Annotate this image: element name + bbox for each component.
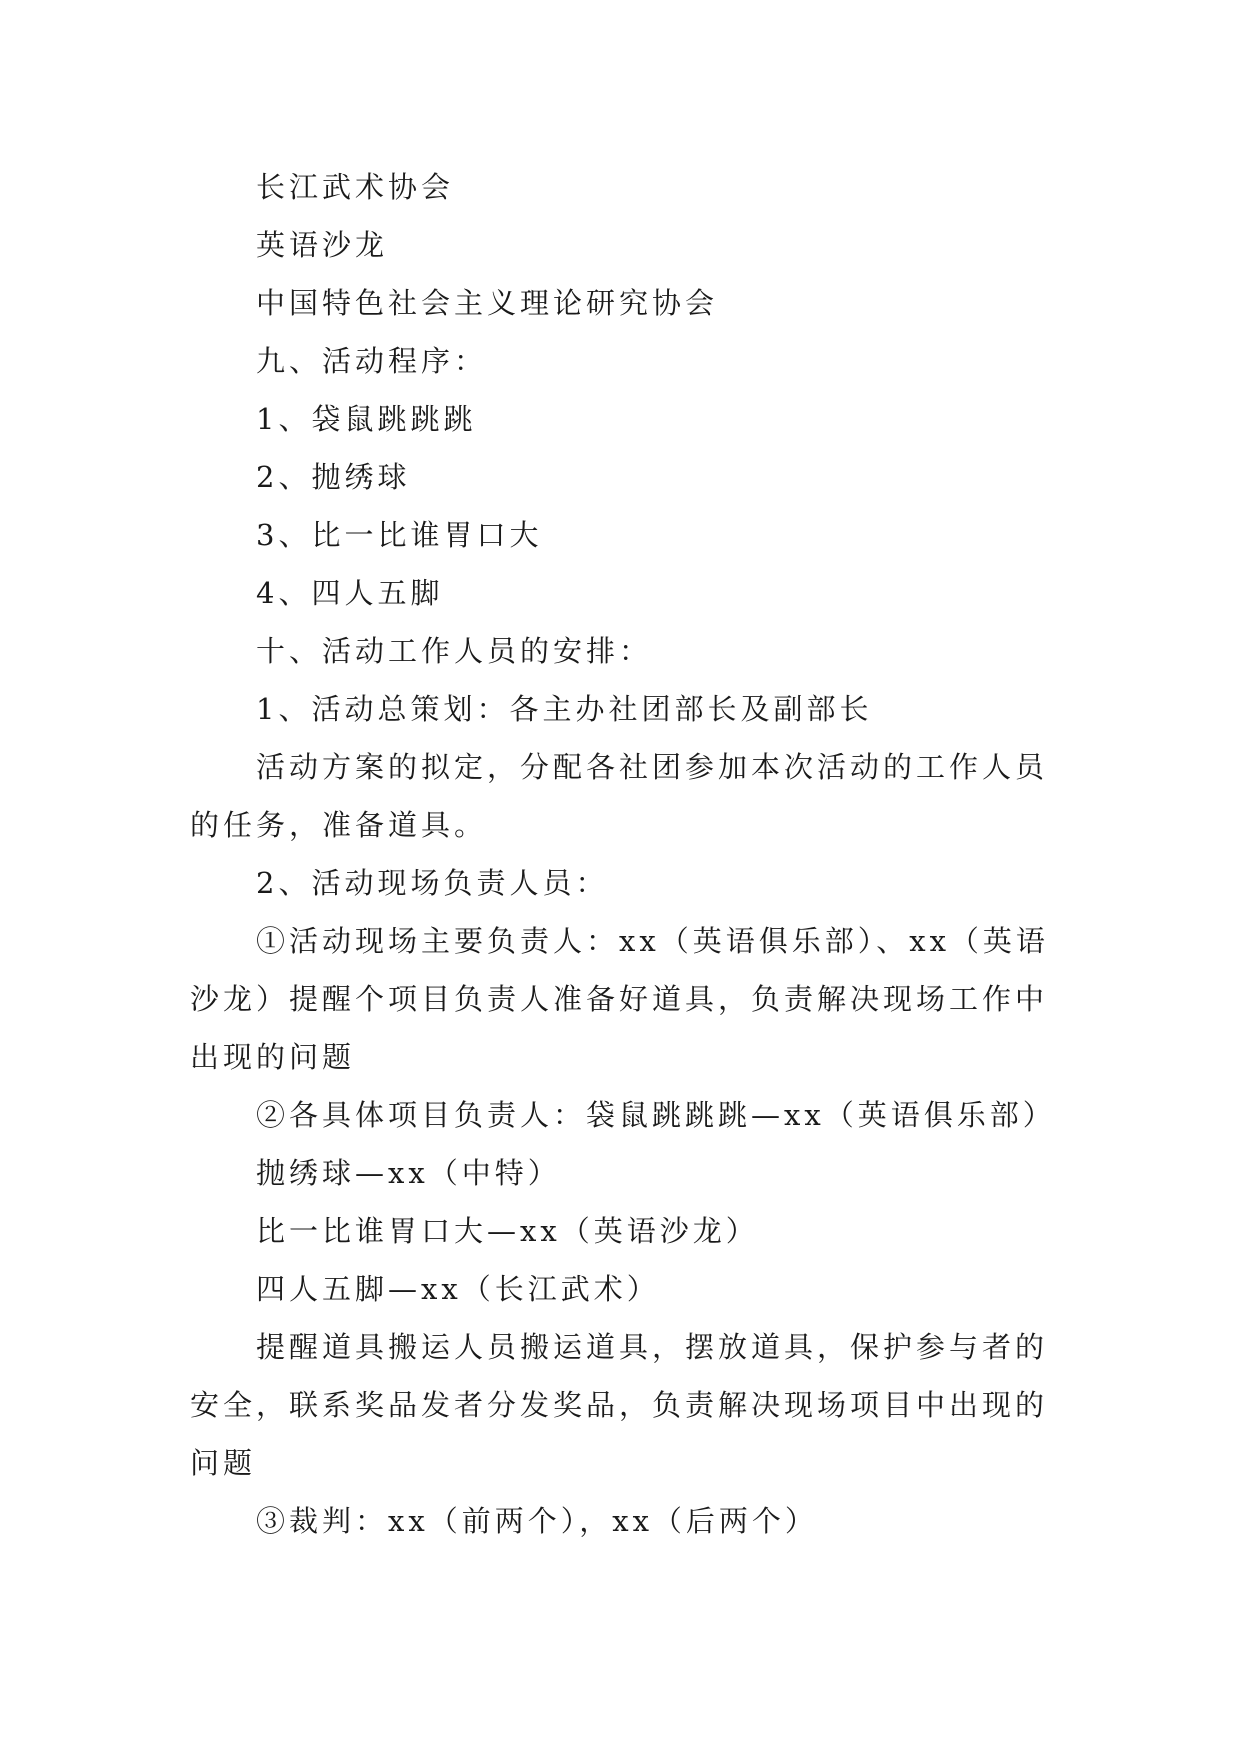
project-lead-item: 四人五脚—xx（长江武术） <box>256 1272 660 1306</box>
section-heading-staff: 十、活动工作人员的安排： <box>256 634 653 668</box>
section-heading-program: 九、活动程序： <box>256 344 488 378</box>
paragraph-club-english-salon: 英语沙龙 <box>256 228 389 262</box>
paragraph-club-theory: 中国特色社会主义理论研究协会 <box>256 286 719 320</box>
staff-item-onsite: 2、活动现场负责人员： <box>256 866 609 900</box>
paragraph-project-leads: ②各具体项目负责人：袋鼠跳跳跳—xx（英语俱乐部） <box>256 1098 1056 1132</box>
project-lead-item: 比一比谁胃口大—xx（英语沙龙） <box>256 1214 759 1248</box>
paragraph-planner-duties: 活动方案的拟定，分配各社团参加本次活动的工作人员的任务，准备道具。 <box>190 750 1049 842</box>
paragraph-onsite-lead: ①活动现场主要负责人：xx（英语俱乐部）、xx（英语沙龙）提醒个项目负责人准备好道具，负责解决现场工作中出现的问题 <box>190 924 1049 1074</box>
staff-item-planner: 1、活动总策划：各主办社团部长及副部长 <box>256 692 873 726</box>
program-item-2: 2、抛绣球 <box>256 460 411 494</box>
program-item-1: 1、袋鼠跳跳跳 <box>256 402 477 436</box>
paragraph-club-wushu: 长江武术协会 <box>256 170 455 204</box>
paragraph-project-lead-duties: 提醒道具搬运人员搬运道具，摆放道具，保护参与者的安全，联系奖品发者分发奖品，负责解决现场项目中出现的问题 <box>190 1330 1049 1480</box>
project-lead-item: 抛绣球—xx（中特） <box>256 1156 561 1190</box>
paragraph-referees: ③裁判：xx（前两个），xx（后两个） <box>256 1504 818 1538</box>
program-item-4: 4、四人五脚 <box>256 576 444 610</box>
document-body <box>190 158 1070 1550</box>
program-item-3: 3、比一比谁胃口大 <box>256 518 543 552</box>
